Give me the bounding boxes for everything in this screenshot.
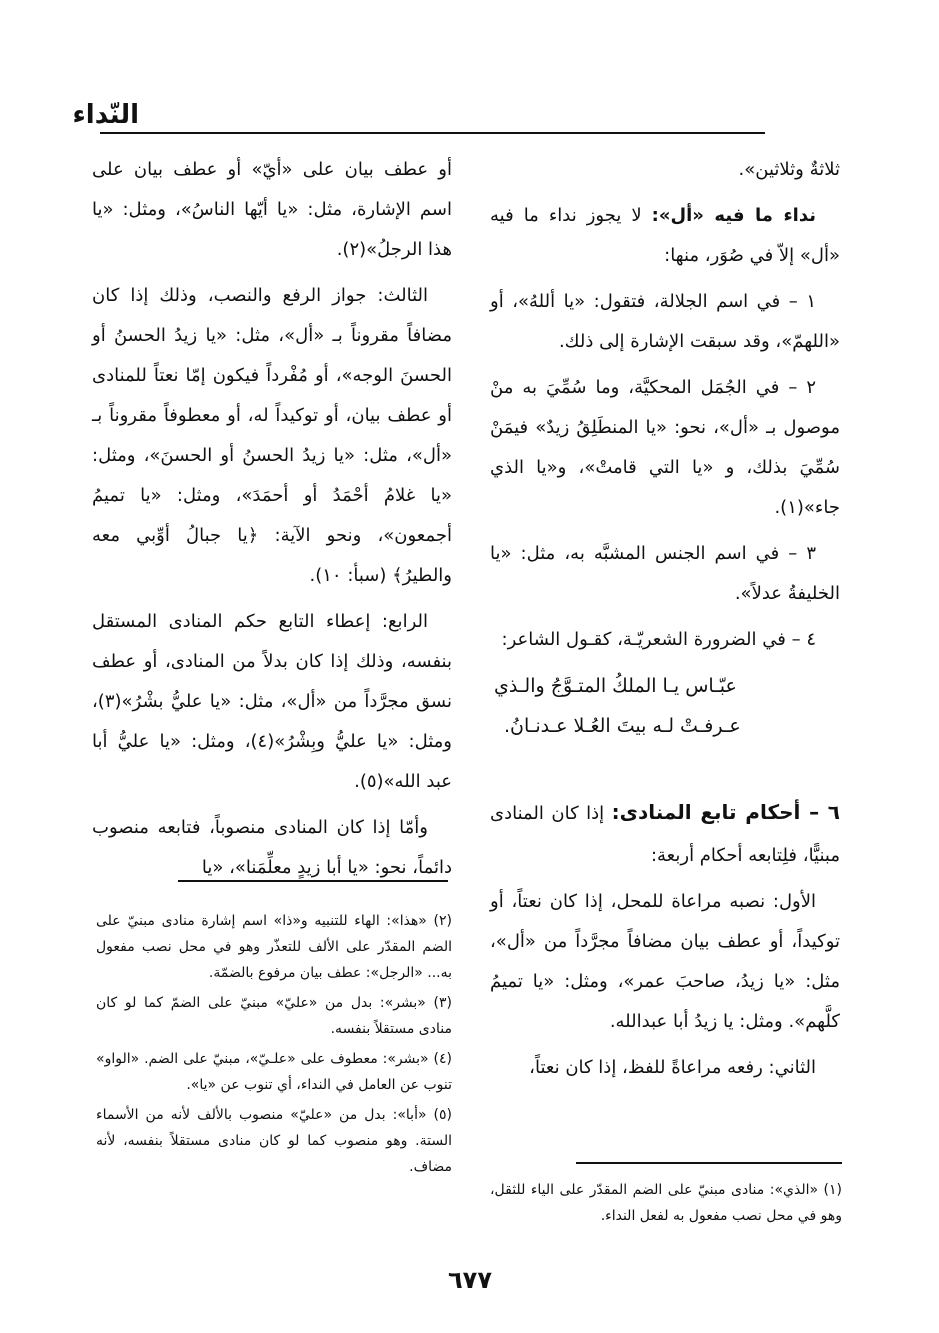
paragraph: ٤ – في الضرورة الشعريّـة، كقـول الشاعر: (501, 629, 816, 650)
paragraph (490, 196, 840, 276)
paragraph: الثاني: رفعه مراعاةً للفظ، إذا كان نعتاً، (529, 1057, 816, 1078)
paragraph: الأول: نصبه مراعاة للمحل، إذا كان نعتاً، أو توكيداً، أو عطف بيان مضافاً مجرَّداً من «أل»، مثل: «يا زيدُ، صاحبَ عمر»، ومثل: «يا تميمُ كلَّهم». ومثل: يا زيدُ أبا عبدالله. (490, 891, 840, 1032)
section-heading (490, 792, 840, 876)
page-number: ٦٧٧ (448, 1266, 492, 1294)
paragraph: ٣ – في اسم الجنس المشبَّه به، مثل: «يا الخليفةُ عدلاً». (490, 543, 840, 604)
paragraph: ٢ – في الجُمَل المحكيَّة، وما سُمِّيَ به منْ موصول بـ «أل»، نحو: «يا المنطَلِقُ زيدٌ» فيمَنْ سُمِّيَ بذلك، و «يا التي قامتْ»، و«يا الذي جاء»(١). (490, 377, 840, 518)
footnotes-left (96, 908, 452, 1184)
paragraph: الرابع: إعطاء التابع حكم المنادى المستقل بنفسه، وذلك إذا كان بدلاً من المنادى، أو عطف نسق مجرَّداً من «أل»، مثل: «يا عليُّ بشْرُ»(٣)، ومثل: «يا عليُّ وبِشْرُ»(٤)، ومثل: «يا عليُّ أبا عبد الله»(٥). (92, 611, 452, 792)
paragraph: أو عطف بيان على «أيّ» أو عطف بيان على اسم الإشارة، مثل: «يا أيّها الناسُ»، ومثل: «يا هذا الرجلُ»(٢). (92, 159, 452, 260)
poem (490, 666, 840, 746)
right-column (490, 150, 840, 1094)
footnote: (١) «الذي»: منادى مبنيّ على الضم المقدّر على الياء للثقل، وهو في محل نصب مفعول به لفعل النداء. (490, 1182, 842, 1224)
footnote: (٢) «هذا»: الهاء للتنبيه و«ذا» اسم إشارة منادى مبنيّ على الضم المقدّر على الألف للتعذّر وهو في محل نصب مفعول به... «الرجل»: عطف بيان مرفوع بالضمّة. (96, 913, 452, 981)
section-title: ٦ – أحكام تابع المنادى: (611, 800, 840, 824)
paragraph: ثلاثةٌ وثلاثين». (738, 159, 840, 180)
paragraph-text: لا يجوز نداء ما فيه «أل» إلاّ في صُوَر، منها: (490, 205, 840, 266)
footnote: (٤) «بشر»: معطوف على «علـيّ»، مبنيّ على الضم. «الواو» تنوب عن العامل في النداء، أي تنوب عن «يا». (96, 1051, 452, 1093)
section-text: إذا كان المنادى مبنيًّا، فلِتابعه أحكام أربعة: (490, 803, 840, 866)
footnote-rule (576, 1162, 842, 1164)
footnote: (٣) «بشر»: بدل من «عليّ» مبنيّ على الضمّ كما لو كان منادى مستقلاً بنفسه. (96, 995, 452, 1037)
paragraph: الثالث: جواز الرفع والنصب، وذلك إذا كان مضافاً مقروناً بـ «أل»، مثل: «يا زيدُ الحسنُ أو الحسنَ الوجه»، أو مُفْرداً فيكون إمّا نعتاً للمنادى أو عطف بيان، أو توكيداً له، أو معطوفاً مقروناً بـ «أل»، مثل: «يا زيدُ الحسنُ أو الحسنَ»، ومثل: «يا غلامُ أحْمَدُ أو أحمَدَ»، ومثل: «يا تميمُ أجمعون»، ونحو الآية: ﴿يا جبالُ أوِّبي معه والطيرُ﴾ (سبأ: ١٠). (92, 285, 452, 586)
running-header-title: النّداء (72, 100, 139, 130)
footnotes-right (490, 1177, 842, 1233)
poem-line: عـرفـتْ لـه بيتَ العُـلا عـدنـانُ. (504, 715, 741, 737)
subheading: نداء ما فيه «أل»: (651, 205, 817, 226)
paragraph: وأمّا إذا كان المنادى منصوباً، فتابعه منصوب دائماً، نحو: «يا أبا زيدٍ معلِّمَنا»، «يا (92, 817, 452, 878)
header-rule (100, 132, 765, 134)
footnote-rule (178, 880, 448, 882)
paragraph: ١ – في اسم الجلالة، فتقول: «يا أللهُ»، أو «اللهمّ»، وقد سبقت الإشارة إلى ذلك. (490, 291, 840, 352)
left-column (92, 150, 452, 894)
poem-line: عبّـاس يـا الملكُ المتـوَّجُ والـذي (494, 675, 737, 697)
footnote: (٥) «أبا»: بدل من «عليّ» منصوب بالألف لأنه من الأسماء الستة. وهو منصوب كما لو كان منادى مستقلاً بنفسه، لأنه مضاف. (96, 1107, 452, 1175)
